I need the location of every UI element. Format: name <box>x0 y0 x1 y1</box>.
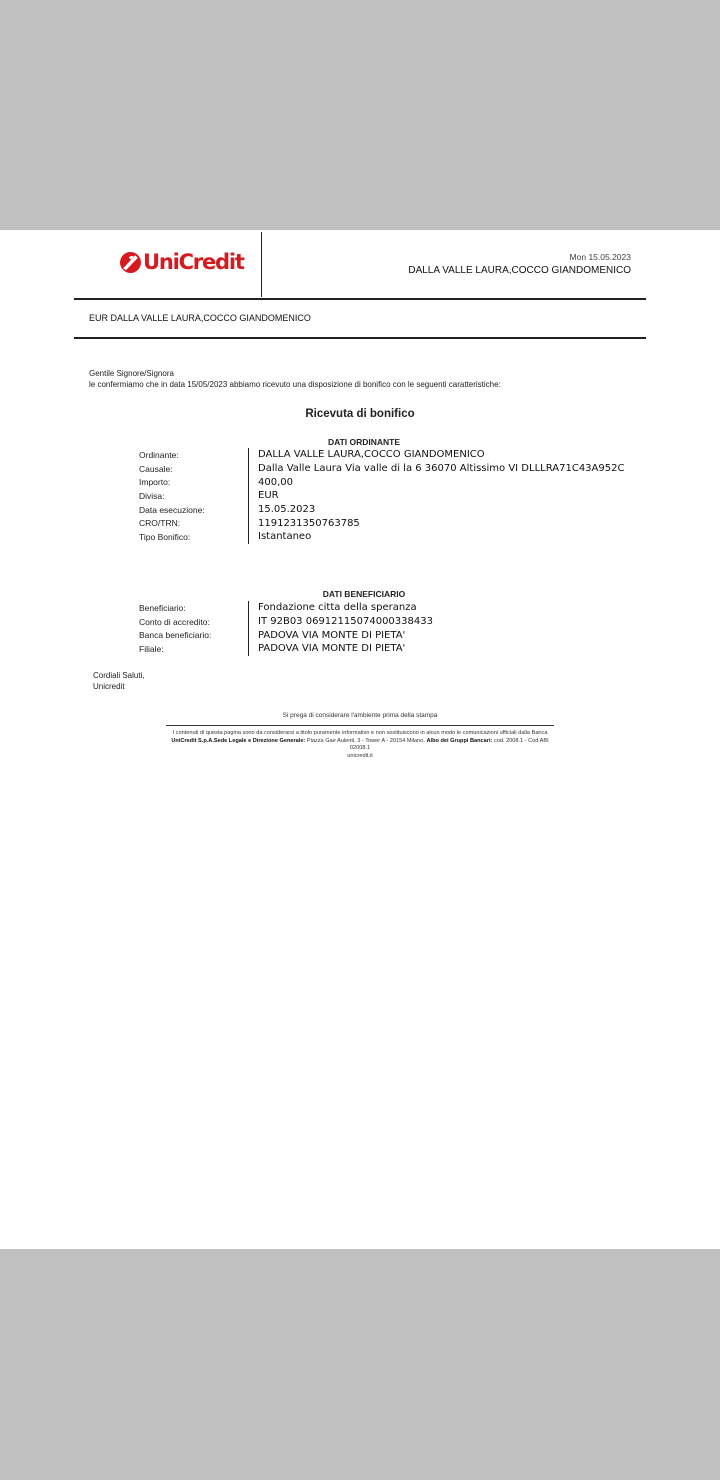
greeting-salutation: Gentile Signore/Signora <box>89 369 174 378</box>
table-row <box>139 615 433 629</box>
row-value: 1191231350763785 <box>258 517 360 529</box>
footer-rule <box>166 725 554 726</box>
closing-signature: Unicredit <box>93 682 125 691</box>
row-value: PADOVA VIA MONTE DI PIETA' <box>258 629 406 641</box>
row-label: Data esecuzione: <box>139 504 205 515</box>
row-value: PADOVA VIA MONTE DI PIETA' <box>258 643 406 655</box>
table-row <box>139 530 624 544</box>
row-label: Importo: <box>139 477 171 488</box>
ordinante-section-title: DATI ORDINANTE <box>327 437 401 447</box>
unicredit-logo-icon <box>120 252 141 273</box>
table-row <box>139 642 433 656</box>
table-row <box>139 462 624 476</box>
row-value: Istantaneo <box>258 531 312 543</box>
table-row <box>139 448 624 462</box>
header-rule <box>74 298 646 300</box>
legal-footer <box>166 730 554 760</box>
receipt-header <box>74 230 646 298</box>
row-label: Beneficiario: <box>139 602 186 613</box>
beneficiario-section-title: DATI BENEFICIARIO <box>322 589 406 599</box>
row-label: Conto di accredito: <box>139 616 210 627</box>
brand-name: UniCredit <box>143 250 244 274</box>
row-value: DALLA VALLE LAURA,COCCO GIANDOMENICO <box>258 449 485 461</box>
table-row <box>139 475 624 489</box>
footer-address: Piazza Gae Aulenti, 3 - Tower A - 20154 Milano. <box>306 737 425 744</box>
row-label: Tipo Bonifico: <box>139 531 191 542</box>
row-value: IT 92B03 06912115074000338433 <box>258 616 433 628</box>
table-row <box>139 601 433 615</box>
row-label: CRO/TRN: <box>139 518 181 529</box>
row-value: Dalla Valle Laura Via valle di la 6 36070 Altissimo VI DLLLRA71C43A952C <box>258 463 625 475</box>
footer-albo-value: cod. 2008.1 - Cod ABI 02008.1 <box>349 737 549 751</box>
closing-line: Cordiali Saluti, <box>93 671 145 680</box>
footer-albo-label: Albo dei Gruppi Bancari: <box>426 737 493 744</box>
account-rule <box>74 337 646 339</box>
table-row <box>139 503 624 517</box>
table-row <box>139 516 624 530</box>
row-value: 400,00 <box>258 476 293 488</box>
receipt-title: Ricevuta di bonifico <box>305 408 415 420</box>
footer-disclaimer: I contenuti di questa pagina sono da considerarsi a titolo puramente informativo e non sostituiscono in alcun modo le comunicazioni ufficiali dalla Banca <box>172 730 548 736</box>
header-date: Mon 15.05.2023 <box>569 252 631 262</box>
row-label: Filiale: <box>139 643 164 654</box>
table-row <box>139 628 433 642</box>
table-row <box>139 489 624 503</box>
receipt-page <box>0 230 720 1249</box>
account-line: EUR DALLA VALLE LAURA,COCCO GIANDOMENICO <box>89 313 311 323</box>
beneficiario-table <box>139 601 433 656</box>
row-label: Divisa: <box>139 490 165 501</box>
row-label: Causale: <box>139 463 173 474</box>
row-label: Ordinante: <box>139 449 179 460</box>
print-note: Si prega di considerare l'ambiente prima della stampa <box>282 712 438 719</box>
row-value: EUR <box>258 490 279 502</box>
footer-company-line <box>166 738 554 753</box>
greeting-intro: le confermiamo che in data 15/05/2023 abbiamo ricevuto una disposizione di bonifico con le seguenti caratteristiche: <box>89 380 501 389</box>
closing <box>93 670 145 692</box>
row-value: Fondazione citta della speranza <box>258 602 417 614</box>
footer-website: unicredit.it <box>347 752 373 759</box>
row-value: 15.05.2023 <box>258 504 316 516</box>
row-label: Banca beneficiario: <box>139 630 212 641</box>
greeting <box>89 368 501 390</box>
header-divider <box>261 232 262 297</box>
header-account-holder: DALLA VALLE LAURA,COCCO GIANDOMENICO <box>408 265 631 276</box>
brand-logo <box>120 252 244 273</box>
ordinante-table <box>139 448 624 544</box>
footer-company-label: UniCredit S.p.A.Sede Legale e Direzione Generale: <box>171 737 306 744</box>
